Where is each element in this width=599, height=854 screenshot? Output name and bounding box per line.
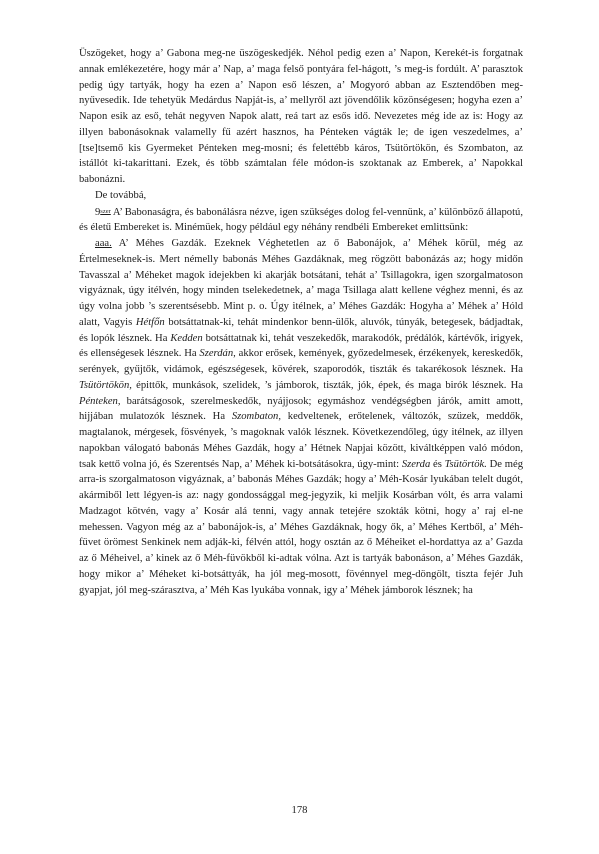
- day-tuesday: Kedden: [170, 332, 203, 344]
- paragraph-4-text-8: és: [430, 458, 445, 470]
- paragraph-4-text-9: De még arra-is szorgalmatoson vigyáznak, a’ babonás Méhes Gazdák; hogy a’ Méh-Kosár lyukában telelt dugót, akármiből lett légyen-is az: nagy gondossággal meg-jegyzik, ki meljik Kosárban vólt, és arra valami Madzagot kötvén, vagy a’ Kosár alá tenni, vagy annak tetejére szokták kötni, hogy a’ raj el-ne mehessen. Vagyon még az a’ babonájok-is, a’ Méhes Gazdáknak, hogy ők, a’ Méhes Kertből, a’ Méh-füvet örömest Senkinek nem adják-ki, félvén attól, hogy osztán az ő Méheiket el-hordattya az a’ Gazda az ő Méheivel, a’ kinek az ő Méh-füvökből ki-adtak vólna. Azt is tartyák babonáson, a’ Méhes Gazdák, hogy mikor a’ Méheket ki-botsáttyák, ha jól meg-mosott, fövénnyel meg-döngölt, tiszta fejér Juh gyapjat, jól meg-szárasztva, a’ Méh Kas lyukába vonnak, igy a’ Méhek jámborok lésznek; ha: [79, 458, 524, 596]
- page-number: 178: [291, 805, 308, 816]
- day-wednesday: Szerdán,: [199, 348, 236, 360]
- section-number: 9: [95, 206, 101, 218]
- section-number-superscript: szer: [100, 207, 111, 215]
- paragraph-2: De továbbá,: [95, 189, 147, 201]
- page-body: [79, 46, 523, 598]
- paragraph-4-text-7: kedveltenek, erőtelenek, változók, szüzek, meddők, magtalanok, mérgesek, fösvények, ’s magoknak valók lésznek. Következendőleg, úgy itélnek, az illyen napokban válogató babonás Méhes Gazdák, hogy a’ Hétnek Napjai között, kiváltképpen való módon, tsak kettő volna jó, és Szerentsés Nap, a’ Méhek ki-botsátásokra, úgy-mint:: [79, 411, 523, 470]
- paragraph-3: [79, 204, 523, 237]
- paragraph-3-text: A’ Babonaságra, és babonálásra nézve, igen szükséges dolog fel-vennünk, a’ különböző állapotú, és életű Embereket is. Minémüek, hogy például egy néhány rendbéli Embereket emlittsünk:: [79, 206, 523, 234]
- paragraph-4-text-1: A’ Méhes Gazdák. Ezeknek Véghetetlen az ő Babonájok, a’ Méhek körül, még az Értelmeseknek-is. Mert némelly babonás Méhes Gazdáknak, meg rögzött babonázás az; hogy midőn Tavasszal a’ Méheket magok idejekben ki akarják botsátani, tehát a’ Tsillagokra, igen szorgalmatoson vigyáznak, úgy itélvén, hogy minden tselekedetnek, a’ maga Tsillaga alatt kellene véghez menni, és az úgy volna jobb ’s szerentsésebb. Mint p. o. Úgy itélnek, a’ Méhes Gazdák: Hogyha a’ Méhek a’ Hóld alatt, Vagyis: [79, 238, 523, 328]
- paragraph-4-text-2: botsáttatnak-ki, tehát mindenkor benn-ülők, aluvók, túnyák, betegesek, bádjadtak, és lopók lésznek. Ha: [79, 316, 523, 344]
- day-thursday: Tsütörtökön,: [79, 379, 132, 391]
- paragraph-4-text-3: botsáttatnak ki, tehát veszekedők, marakodók, prédálók, kártévők, irigyek, és ellenségesek lésznek. Ha: [79, 332, 523, 360]
- subsection-label: aaa.: [95, 238, 112, 249]
- paragraph-1: Üszögeket, hogy a’ Gabona meg-ne üszögeskedjék. Néhol pedig ezen a’ Napon, Kerekét-is forgatnak annak emlékezetére, hogy már a’ Nap, a’ maga felső pontyára fel-hágott, ’s meg-is fordúlt. A’ parasztok pedig úgy tartyák, hogy ha ezen a’ Napon eső lészen, a’ Mogyoró abban az Esztendőben meg-nyűvesedik. Ide tehetyük Medárdus Napját-is, a’ mellyről azt jövendőlik közönségesen; hogyha ezen a’ Napon esik az eső, tehát negyven Napok alatt, reá tart az esős idő. Nevezetes még ide az is: Hogy az illyen babonásoknak valamelly fű azért hasznos, ha Pénteken vágták le; de igen veszedelmes, a’ [tse]tsemő kis Gyermeket Pénteken meg-mosni; és felettébb káros, Tsütörtökön, és Szombaton, az istállót ki-takarittani. Ezek, és több számtalan féle módon-is szoktanak az Emberek, a’ Napokkal babonázni.: [79, 48, 523, 185]
- paragraph-4-text-6: barátságosok, szerelmeskedők, nyájjosok; egymáshoz vendégségben járók, amitt amott, hijjában mulatozók lésznek. Ha: [79, 395, 523, 423]
- day-thursday-name: Tsütörtök.: [444, 458, 487, 470]
- day-saturday: Szombaton,: [231, 411, 281, 423]
- day-friday: Pénteken,: [79, 395, 121, 407]
- paragraph-4-text-5: épittők, munkások, szelidek, ’s jámborok, tiszták, jók, épek, és maga birók lésznek. Ha: [131, 379, 523, 391]
- day-monday: Hétfőn: [135, 316, 165, 328]
- paragraph-4-text-4: akkor erősek, kemények, győzedelmesek, érzékenyek, kereskedők, serények, gyűjtők, vidámok, egészségesek, kövérek, szaporodók, tiszták és takarékosok lésznek. Ha: [79, 348, 524, 375]
- day-wednesday-name: Szerda: [401, 458, 431, 470]
- paragraph-4: [79, 236, 523, 598]
